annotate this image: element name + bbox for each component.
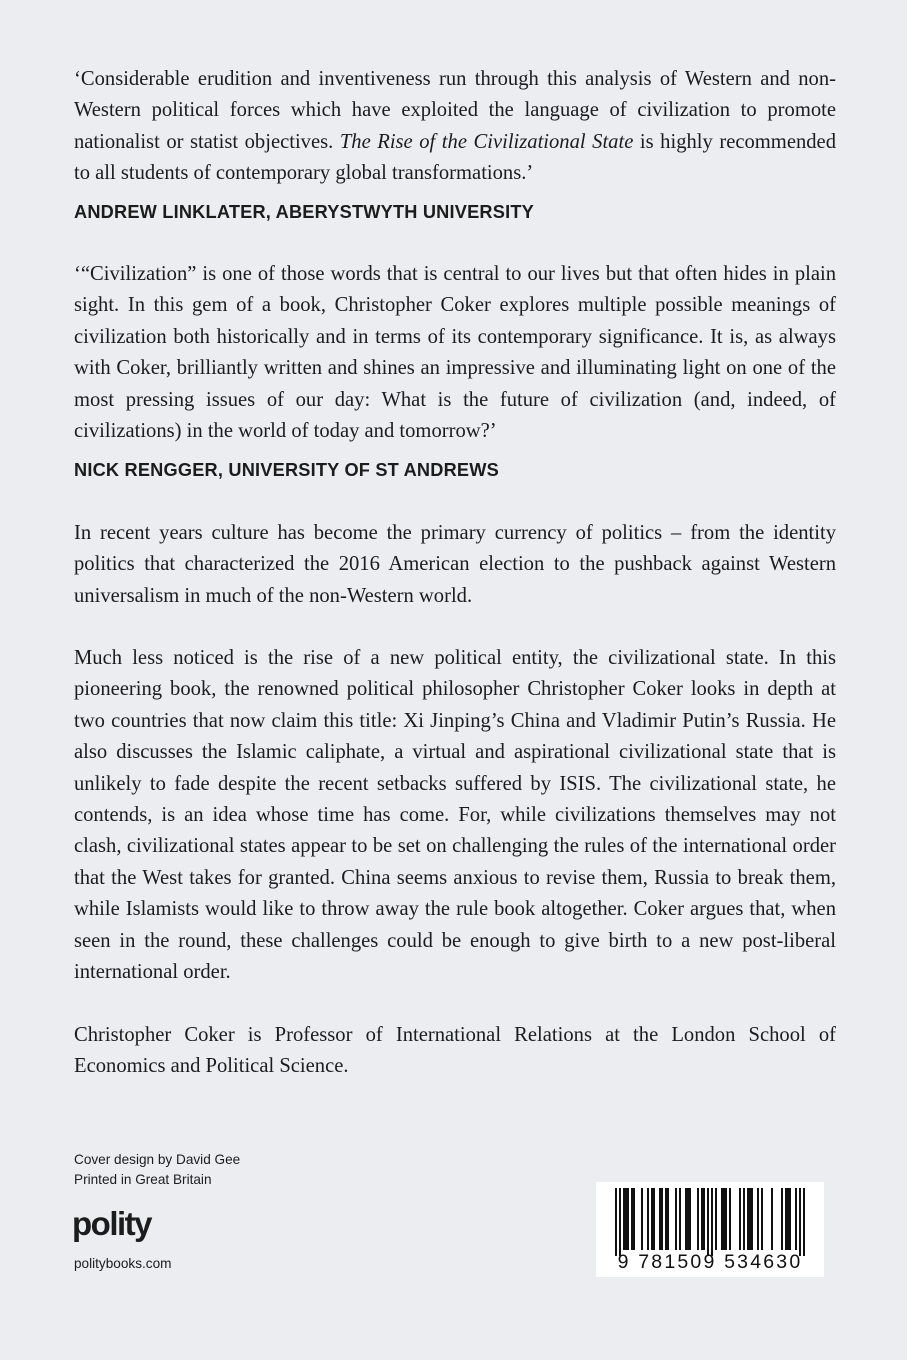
barcode-bar <box>651 1188 655 1250</box>
barcode-bar <box>781 1188 783 1250</box>
barcode-bar <box>729 1188 731 1250</box>
barcode-bar <box>721 1188 727 1250</box>
barcode-bar <box>679 1188 681 1250</box>
barcode-bar <box>761 1188 763 1250</box>
blurb-paragraph-2: Much less noticed is the rise of a new political entity, the civilizational state. In this pioneering book, the renowned political philosopher Christopher Coker looks in depth at two countries that now claim this title: Xi Jinping’s China and Vladimir Putin’s Russia. He also discusses the Islamic caliphate, a virtual and aspirational civilizational state that is unlikely to fade despite the recent setbacks suffered by ISIS. The civilizational state, he contends, is an idea whose time has come. For, while civilizations themselves may not clash, civilizational states appear to be set on challenging the rules of the international order that the West takes for granted. China seems anxious to revise them, Russia to break them, while Islamists would like to throw away the rule book altogether. Coker argues that, when seen in the round, these challenges could be enough to give birth to a new post-liberal international order. <box>74 647 836 984</box>
publisher-website: politybooks.com <box>74 1256 172 1271</box>
printed-in-credit: Printed in Great Britain <box>74 1172 212 1187</box>
barcode-bar <box>799 1188 801 1256</box>
barcode-bar <box>803 1188 805 1256</box>
blurb-paragraph-1: In recent years culture has become the primary currency of politics – from the identity politics that characterized the 2016 American election to the pushback against Western universalism in much of the non-Western world. <box>74 522 836 607</box>
barcode-bar <box>623 1188 629 1250</box>
barcode-bar <box>757 1188 759 1250</box>
barcode-bar <box>711 1188 713 1256</box>
barcode-bar <box>647 1188 649 1250</box>
book-title-italic: The Rise of the Civilizational State <box>339 130 634 153</box>
isbn-digits: 9 781509 534630 <box>617 1251 803 1273</box>
barcode-bar <box>701 1188 705 1250</box>
barcode-bar <box>615 1188 617 1256</box>
barcode-bar <box>659 1188 663 1250</box>
barcode-bar <box>665 1188 669 1250</box>
barcode-bar <box>743 1188 745 1250</box>
barcode-bar <box>619 1188 621 1256</box>
barcode-bar <box>631 1188 635 1250</box>
cover-design-credit: Cover design by David Gee <box>74 1152 241 1167</box>
quote2-text: ‘“Civilization” is one of those words that is central to our lives but that often hides in plain sight. In this gem of a book, Christopher Coker explores multiple possible meanings of civilization both historically and in terms of its contemporary significance. It is, as always with Coker, brilliantly written and shines an impressive and illuminating light on one of the most pressing issues of our day: What is the future of civilization (and, indeed, of civilizations) in the world of today and tomorrow?’ <box>74 263 836 443</box>
quote1-text-before: ‘Considerable erudition and inventiveness run through this analysis of Western and non-Western political forces which have exploited the language of civilization to promote nationalist or statist objectives. <box>74 68 836 153</box>
quote1-text <box>74 64 836 190</box>
isbn-barcode <box>596 1182 824 1277</box>
quote2-attribution: NICK RENGGER, UNIVERSITY OF ST ANDREWS <box>74 460 499 480</box>
barcode-bar <box>747 1188 753 1250</box>
polity-logo: polity <box>72 1205 151 1242</box>
barcode-bar <box>641 1188 643 1250</box>
quote1-text-after: is highly recommended to all students of contemporary global transformations.’ <box>74 130 836 185</box>
barcode-bar <box>795 1188 797 1250</box>
barcode-bar <box>739 1188 741 1250</box>
barcode-bar <box>771 1188 773 1250</box>
barcode-bar <box>685 1188 691 1250</box>
barcode-bar <box>715 1188 717 1250</box>
author-bio: Christopher Coker is Professor of International Relations at the London School of Economics and Political Science. <box>74 1024 836 1078</box>
barcode-bar <box>697 1188 699 1250</box>
barcode-bar <box>707 1188 709 1256</box>
quote1-attribution: ANDREW LINKLATER, ABERYSTWYTH UNIVERSITY <box>74 202 534 222</box>
barcode-bar <box>675 1188 677 1250</box>
barcode-bar <box>785 1188 791 1250</box>
